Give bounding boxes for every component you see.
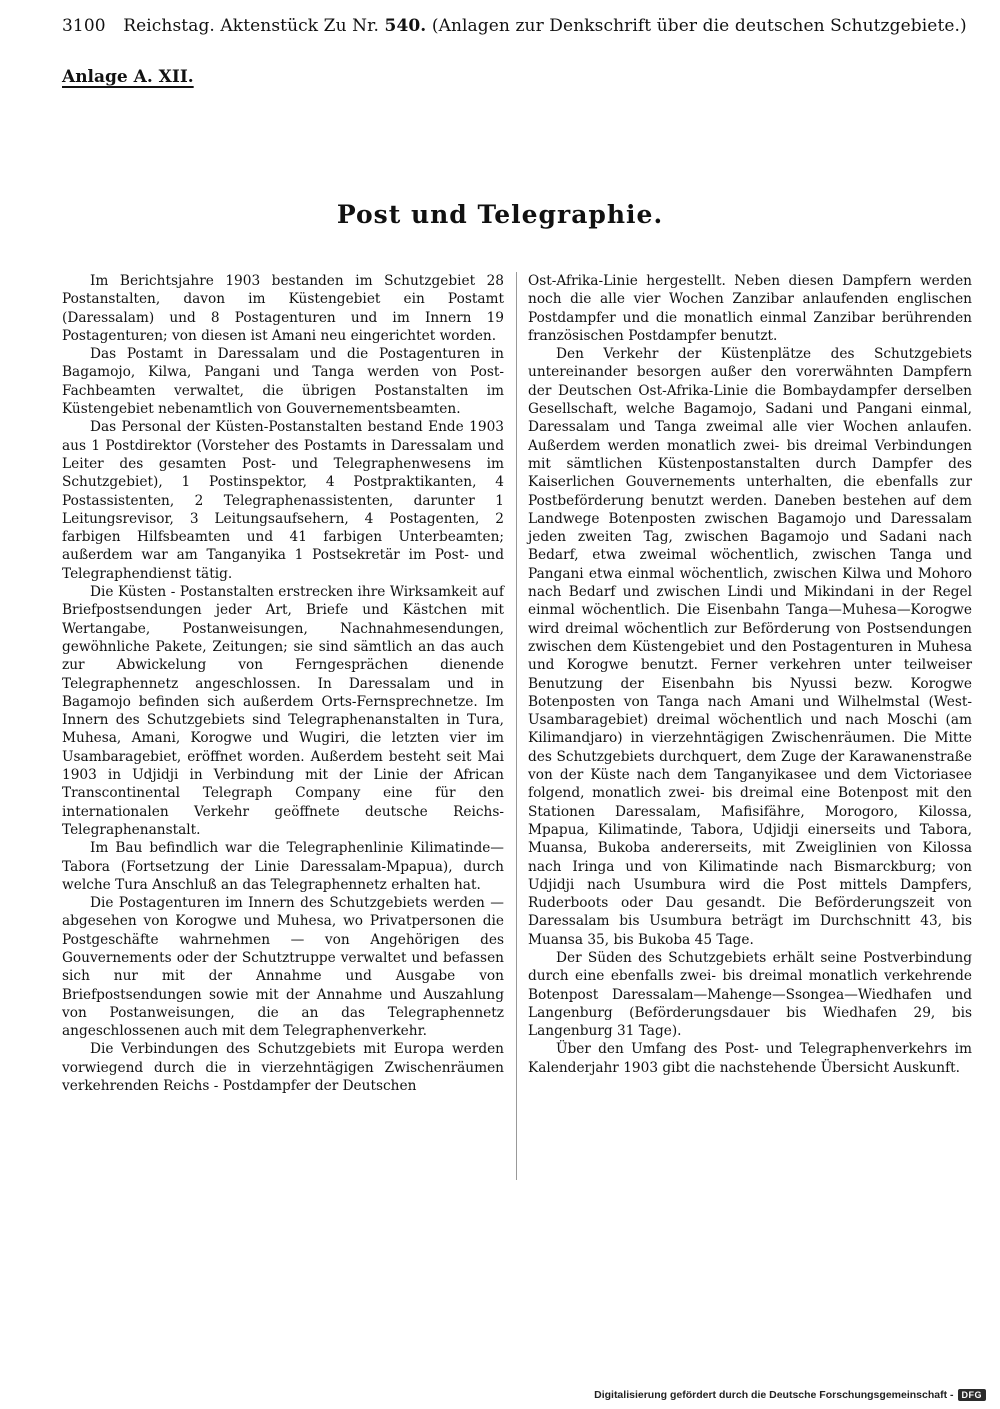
paragraph: Über den Umfang des Post- und Telegraphenverkehrs im Kalenderjahr 1903 gibt die nachstehende Übersicht Auskunft. [528, 1041, 972, 1076]
page-title: Post und Telegraphie. [336, 200, 664, 229]
column-divider [516, 272, 517, 1180]
paragraph: Die Verbindungen des Schutzgebiets mit Europa werden vorwiegend durch die in vierzehntägigen Zwischenräumen verkehrenden Reichs - Postdampfer der Deutschen [62, 1041, 504, 1095]
page-number: 3100 [62, 16, 106, 36]
dfg-logo: DFG [958, 1389, 987, 1401]
running-header [62, 14, 967, 38]
paragraph: Der Süden des Schutzgebiets erhält seine Postverbindung durch eine ebenfalls zwei- bis dreimal monatlich verkehrende Botenpost Daressalam—Mahenge—Ssongea—Wiedhafen und Langenburg (Beförderungsdauer bis Wiedhafen 29, bis Langenburg 31 Tage). [528, 949, 972, 1040]
running-head-suffix: (Anlagen zur Denkschrift über die deutschen Schutzgebiete.) [431, 16, 967, 36]
paragraph: Im Bau befindlich war die Telegraphenlinie Kilimatinde—Tabora (Fortsetzung der Linie Daressalam-Mpapua), durch welche Tura Anschluß an das Telegraphennetz erhalten hat. [62, 840, 504, 893]
paragraph: Das Personal der Küsten-Postanstalten bestand Ende 1903 aus 1 Postdirektor (Vorsteher des Postamts in Daressalam und Leiter des gesamten Post- und Telegraphenwesens im Schutzgebiet), 1 Postinspektor, 4 Postpraktikanten, 4 Postassistenten, 2 Telegraphenassistenten, darunter 1 Leitungsrevisor, 3 Leitungsaufsehern, 4 Postagenten, 2 farbigen Hilfsbeamten und 41 farbigen Unterbeamten; außerdem war am Tanganyika 1 Postsekretär im Post- und Telegraphendienst tätig. [62, 419, 504, 582]
paragraph: Im Berichtsjahre 1903 bestanden im Schutzgebiet 28 Postanstalten, davon im Küstengebiet ein Postamt (Daressalam) und 8 Postagenturen und im Innern 19 Postagenturen; von diesen ist Amani neu eingerichtet worden. [62, 273, 504, 344]
running-head-prefix: Reichstag. Aktenstück Zu Nr. [123, 16, 379, 36]
paragraph-continued: Ost-Afrika-Linie hergestellt. Neben diesen Dampfern werden noch die alle vier Wochen Zanzibar anlaufenden englischen Postdampfer und die monatlich einmal Zanzibar berührenden französischen Postdampfer benutzt. [528, 273, 972, 344]
digitization-footer [594, 1389, 986, 1401]
paragraph: Das Postamt in Daressalam und die Postagenturen in Bagamojo, Kilwa, Pangani und Tanga werden von Post-Fachbeamten verwaltet, die übrigen Postanstalten im Küstengebiet nebenamtlich von Gouvernementsbeamten. [62, 346, 504, 418]
left-column [62, 272, 504, 1095]
document-number: 540. [384, 16, 427, 36]
right-column [528, 272, 972, 1077]
paragraph: Die Küsten - Postanstalten erstrecken ihre Wirksamkeit auf Briefpostsendungen jeder Art, Briefe und Kästchen mit Wertangabe, Postanweisungen, Nachnahmesendungen, gewöhnliche Pakete, Zeitungen; sie sind sämtlich an das auch zur Abwickelung von Ferngesprächen dienende Telegraphennetz angeschlossen. In Daressalam und in Bagamojo befinden sich außerdem Orts-Fernsprechnetze. Im Innern des Schutzgebiets sind Telegraphenanstalten in Tura, Muhesa, Amani, Korogwe und Wugiri, die letzten vier im Usambaragebiet, eröffnet worden. Außerdem besteht seit Mai 1903 in Udjidji in Verbindung mit der Linie der African Transcontinental Telegraph Company eine für den internationalen Verkehr geöffnete deutsche Reichs-Telegraphenanstalt. [62, 584, 504, 838]
paragraph: Die Postagenturen im Innern des Schutzgebiets werden — abgesehen von Korogwe und Muhesa, wo Privatpersonen die Postgeschäfte wahrnehmen — von Angehörigen des Gouvernements oder der Schutztruppe verwaltet und befassen sich nur mit der Annahme und Ausgabe von Briefpostsendungen sowie mit der Annahme und Auszahlung von Postanweisungen, die an das Telegraphennetz angeschlossenen auch mit dem Telegraphenverkehr. [62, 895, 504, 1040]
footer-text: Digitalisierung gefördert durch die Deutsche Forschungsgemeinschaft - [594, 1389, 954, 1401]
paragraph: Den Verkehr der Küstenplätze des Schutzgebiets untereinander besorgen außer den vorerwähnten Dampfern der Deutschen Ost-Afrika-Linie die Bombaydampfer derselben Gesellschaft, welche Bagamojo, Sadani und Pangani einmal, Daressalam und Tanga zweimal alle vier Wochen anlaufen. Außerdem werden monatlich zwei- bis dreimal Verbindungen mit sämtlichen Küstenpostanstalten durch Dampfer des Kaiserlichen Gouvernements unterhalten, die ebenfalls zur Postbeförderung benutzt werden. Daneben bestehen auf dem Landwege Botenposten zwischen Bagamojo und Daressalam jeden zweiten Tag, zwischen Bagamojo und Sadani nach Bedarf, etwa zweimal wöchentlich, zwischen Tanga und Pangani etwa einmal wöchentlich, zwischen Kilwa und Mohoro nach Bedarf und zwischen Lindi und Mikindani in der Regel einmal wöchentlich. Die Eisenbahn Tanga—Muhesa—Korogwe wird dreimal wöchentlich zur Beförderung von Postsendungen zwischen dem Küstengebiet und den Postagenturen in Muhesa und Korogwe benutzt. Ferner verkehren unter teilweiser Benutzung der Eisenbahn bis Nyussi bezw. Korogwe Botenposten von Tanga nach Amani und Wilhelmstal (West-Usambaragebiet) dreimal wöchentlich und nach Moschi (am Kilimandjaro) in vierzehntägigen Zwischenräumen. Die Mitte des Schutzgebiets durchquert, dem Zuge der Karawanenstraße von der Küste nach dem Tanganyikasee und dem Victoriasee folgend, monatlich zwei- bis dreimal eine Botenpost mit den Stationen Daressalam, Mafisifähre, Morogoro, Kilossa, Mpapua, Kilimatinde, Tabora, Udjidji einerseits und Tabora, Muansa, Bukoba andererseits, mit Zweiglinien von Kilossa nach Iringa und von Kilimatinde nach Bismarckburg; von Udjidji nach Usumbura wird die Post mittels Dampfers, Ruderboots oder Dau gesandt. Die Beförderungszeit von Daressalam bis Usumbura beträgt im Durchschnitt 43, bis Muansa 35, bis Bukoba 45 Tage. [528, 346, 972, 948]
appendix-label: Anlage A. XII. [62, 67, 194, 87]
